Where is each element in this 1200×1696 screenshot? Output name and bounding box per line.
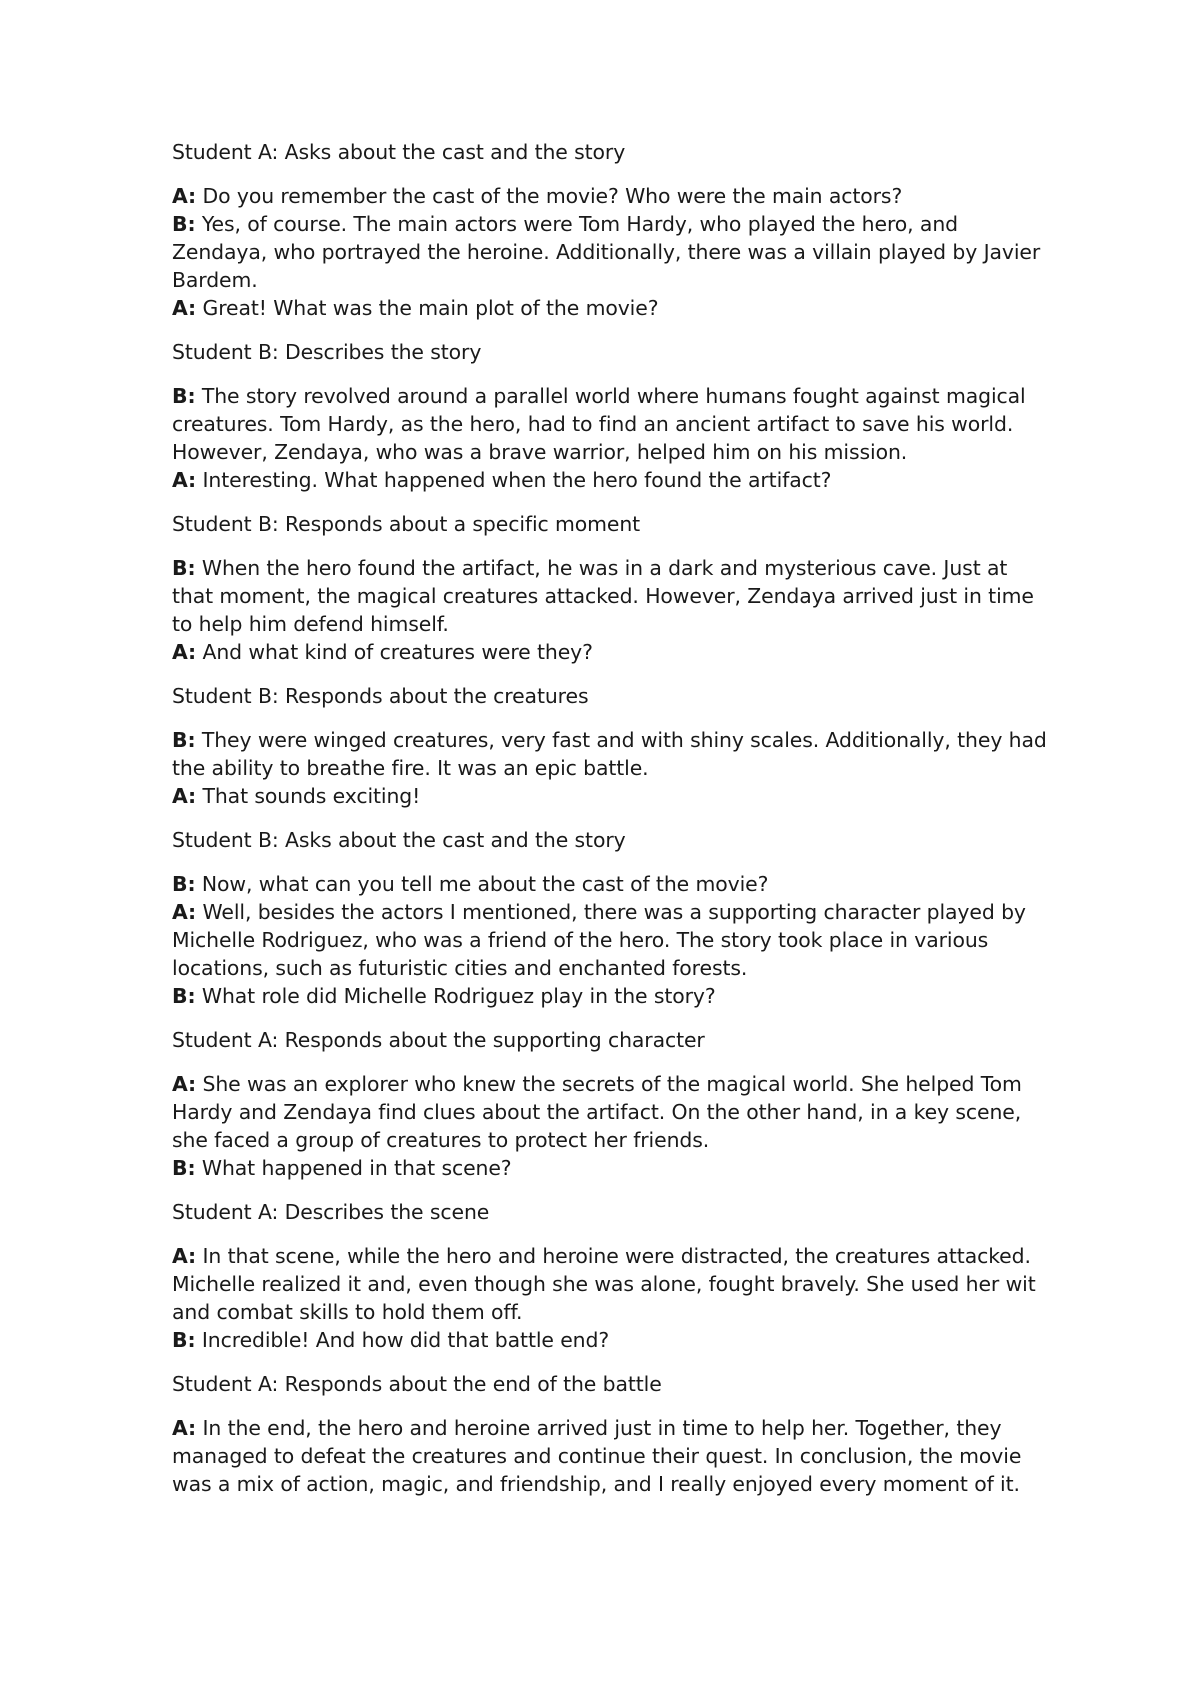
dialogue-line [172,210,1052,294]
section-supporting-character [172,1026,1052,1182]
speaker-label: B: [172,384,196,408]
dialogue-text: In that scene, while the hero and heroine were distracted, the creatures attacked. Michelle realized it and, even though she was alone, fought bravely. She used her wit and combat skills to hold them off. [172,1244,1036,1324]
dialogue-block [172,1242,1052,1354]
document-page [172,138,1052,1514]
dialogue-line [172,554,1052,638]
dialogue-text: She was an explorer who knew the secrets of the magical world. She helped Tom Hardy and Zendaya find clues about the artifact. On the other hand, in a key scene, she faced a group of creatures to protect her friends. [172,1072,1022,1152]
speaker-label: A: [172,184,197,208]
speaker-label: A: [172,784,197,808]
speaker-label: A: [172,1416,197,1440]
dialogue-text: Incredible! And how did that battle end? [195,1328,610,1352]
speaker-label: B: [172,728,196,752]
section-specific-moment [172,510,1052,666]
dialogue-text: And what kind of creatures were they? [196,640,593,664]
dialogue-line [172,1414,1052,1498]
section-describes-story [172,338,1052,494]
dialogue-block [172,382,1052,494]
section-describes-scene [172,1198,1052,1354]
section-heading: Student A: Responds about the supporting character [172,1028,705,1052]
dialogue-line [172,982,1052,1010]
section-heading: Student B: Describes the story [172,340,482,364]
dialogue-text: What role did Michelle Rodriguez play in the story? [195,984,716,1008]
dialogue-line [172,782,1052,810]
speaker-label: A: [172,468,197,492]
dialogue-line [172,1154,1052,1182]
speaker-label: A: [172,296,197,320]
section-heading: Student B: Responds about the creatures [172,684,589,708]
dialogue-line [172,382,1052,466]
dialogue-line [172,1242,1052,1326]
dialogue-text: They were winged creatures, very fast and with shiny scales. Additionally, they had the ability to breathe fire. It was an epic battle. [172,728,1047,780]
dialogue-text: Yes, of course. The main actors were Tom Hardy, who played the hero, and Zendaya, who portrayed the heroine. Additionally, there was a villain played by Javier Bardem. [172,212,1041,292]
dialogue-text: Now, what can you tell me about the cast of the movie? [195,872,769,896]
dialogue-line [172,1070,1052,1154]
dialogue-line [172,638,1052,666]
speaker-label: B: [172,1328,196,1352]
speaker-label: B: [172,872,196,896]
speaker-label: B: [172,984,196,1008]
speaker-label: A: [172,1072,197,1096]
dialogue-block [172,726,1052,810]
dialogue-text: Do you remember the cast of the movie? Who were the main actors? [196,184,903,208]
section-cast-and-story-b [172,826,1052,1010]
dialogue-line [172,294,1052,322]
speaker-label: A: [172,640,197,664]
dialogue-line [172,182,1052,210]
dialogue-text: The story revolved around a parallel world where humans fought against magical creatures. Tom Hardy, as the hero, had to find an ancient artifact to save his world. However, Zendaya, who was a brave warrior, helped him on his mission. [172,384,1026,464]
section-end-of-battle [172,1370,1052,1498]
dialogue-line [172,870,1052,898]
dialogue-text: Great! What was the main plot of the movie? [196,296,659,320]
dialogue-line [172,1326,1052,1354]
section-heading: Student A: Asks about the cast and the story [172,140,626,164]
section-heading: Student B: Responds about a specific moment [172,512,641,536]
section-cast-and-story-a [172,138,1052,322]
dialogue-text: Well, besides the actors I mentioned, there was a supporting character played by Michelle Rodriguez, who was a friend of the hero. The story took place in various locations, such as futuristic cities and enchanted forests. [172,900,1026,980]
section-heading: Student A: Responds about the end of the battle [172,1372,662,1396]
dialogue-block [172,1070,1052,1182]
section-heading: Student A: Describes the scene [172,1200,490,1224]
speaker-label: A: [172,900,197,924]
section-creatures [172,682,1052,810]
dialogue-line [172,466,1052,494]
speaker-label: A: [172,1244,197,1268]
dialogue-text: Interesting. What happened when the hero found the artifact? [196,468,832,492]
dialogue-block [172,870,1052,1010]
speaker-label: B: [172,212,196,236]
dialogue-line [172,898,1052,982]
dialogue-text: In the end, the hero and heroine arrived just in time to help her. Together, they managed to defeat the creatures and continue their quest. In conclusion, the movie was a mix of action, magic, and friendship, and I really enjoyed every moment of it. [172,1416,1022,1496]
dialogue-text: That sounds exciting! [196,784,421,808]
dialogue-line [172,726,1052,782]
dialogue-text: When the hero found the artifact, he was in a dark and mysterious cave. Just at that moment, the magical creatures attacked. However, Zendaya arrived just in time to help him defend himself. [172,556,1034,636]
speaker-label: B: [172,1156,196,1180]
dialogue-block [172,1414,1052,1498]
dialogue-text: What happened in that scene? [195,1156,512,1180]
section-heading: Student B: Asks about the cast and the story [172,828,626,852]
dialogue-block [172,182,1052,322]
speaker-label: B: [172,556,196,580]
dialogue-block [172,554,1052,666]
